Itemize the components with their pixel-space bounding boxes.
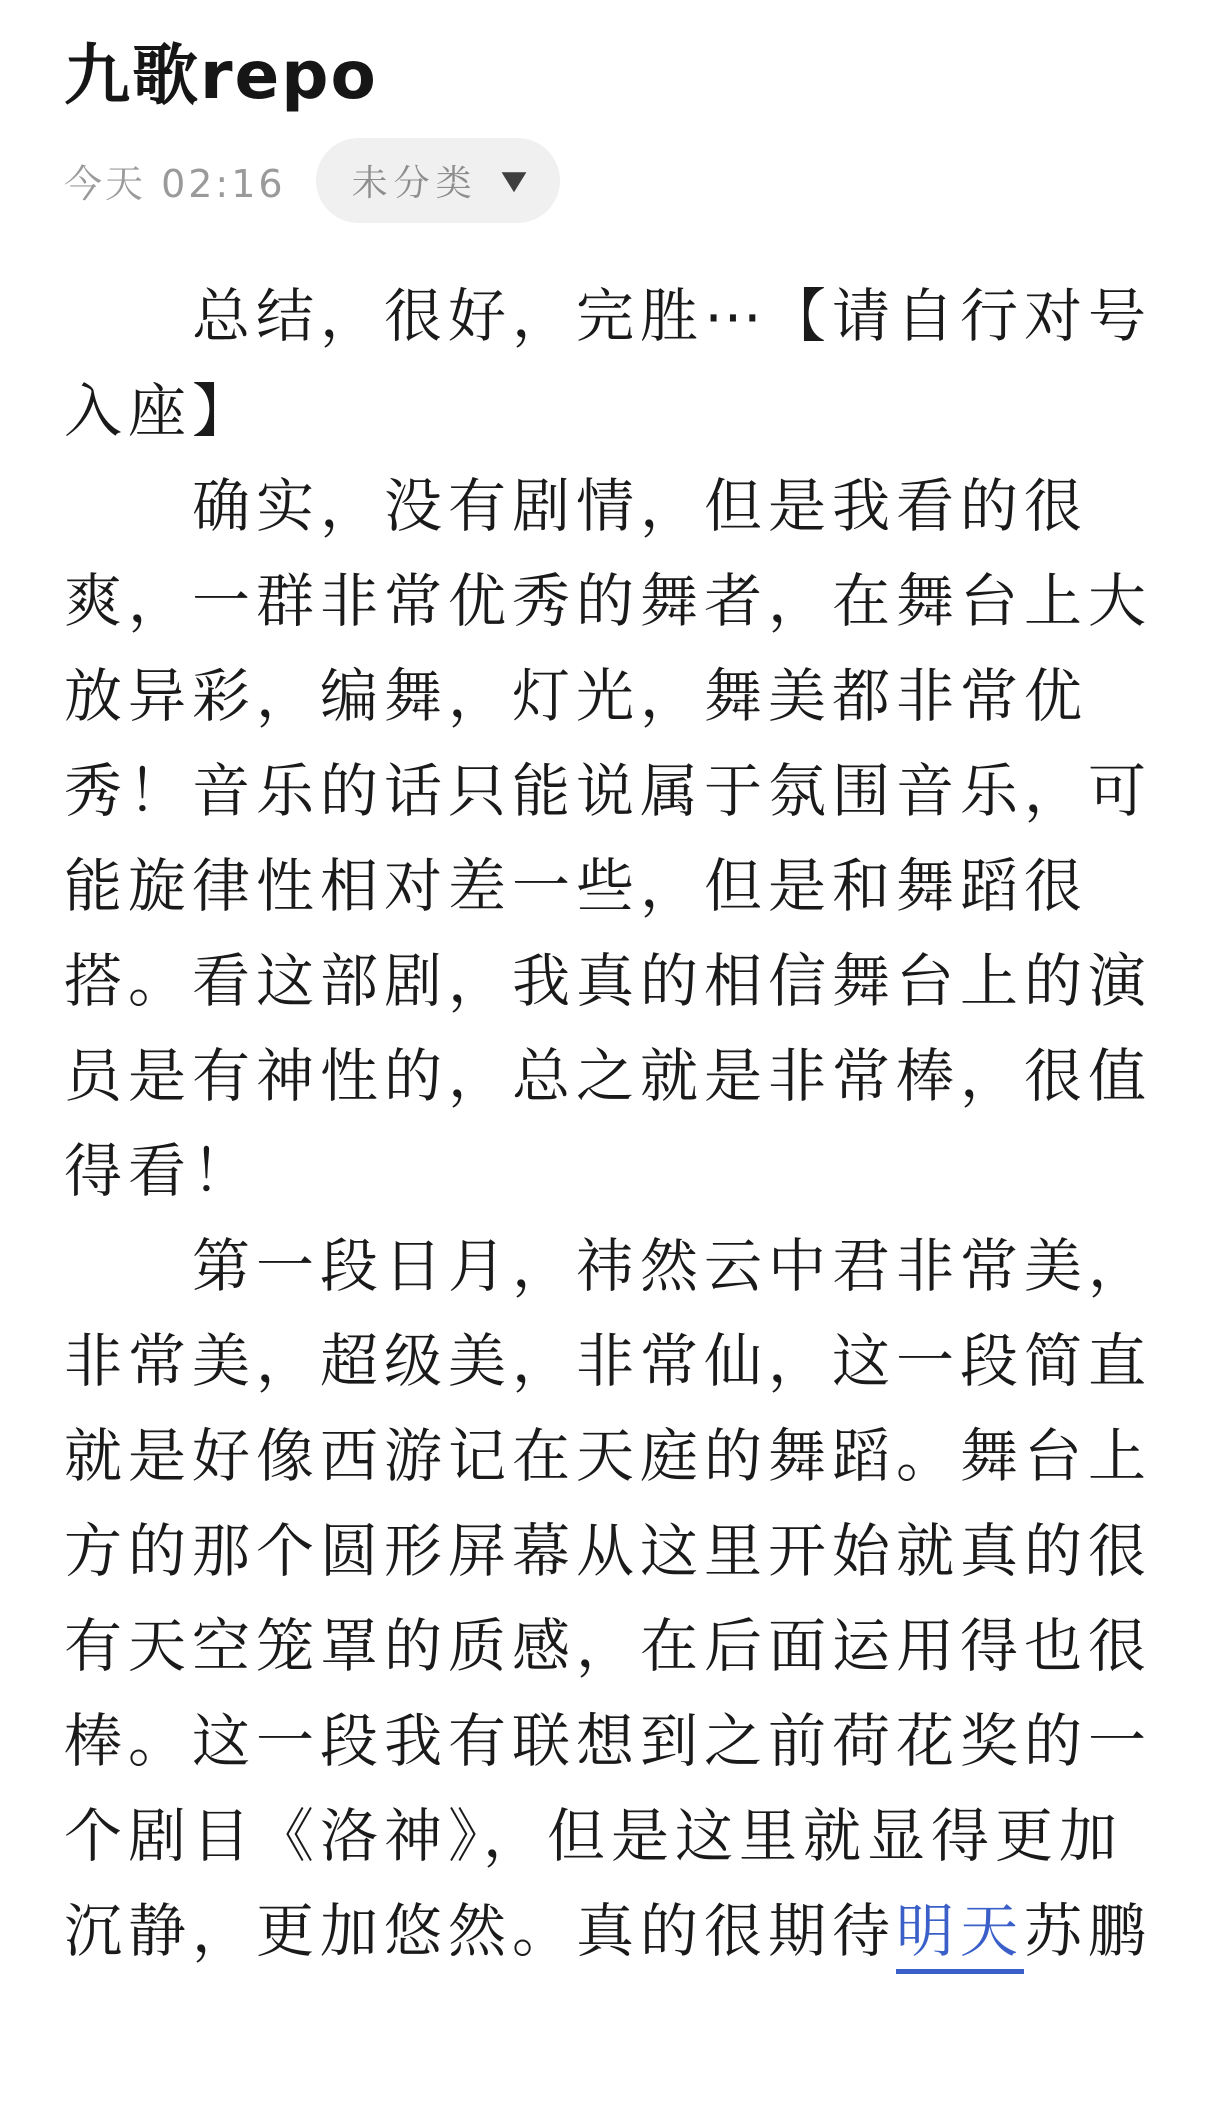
body-line: 入座】: [64, 377, 257, 445]
chevron-down-icon: ▼: [501, 165, 527, 196]
body-text: 沉静，更加悠然。真的很期待: [64, 1897, 897, 1965]
body-line: 非常美，超级美，非常仙，这一段简直: [64, 1327, 1153, 1395]
category-label: 未分类: [351, 163, 478, 204]
body-line: 就是好像西游记在天庭的舞蹈。舞台上: [64, 1422, 1153, 1490]
body-line: 得看！: [64, 1137, 257, 1205]
body-line: 确实，没有剧情，但是我看的很: [192, 472, 1089, 540]
body-line: 个剧目《洛神》，但是这里就显得更加: [64, 1802, 1124, 1870]
body-line: 第一段日月，祎然云中君非常美，: [192, 1232, 1153, 1300]
body-line: 爽，一群非常优秀的舞者，在舞台上大: [64, 567, 1153, 635]
body-line: 放异彩，编舞，灯光，舞美都非常优: [64, 662, 1089, 730]
body-line: 员是有神性的，总之就是非常棒，很值: [64, 1042, 1153, 1110]
tomorrow-link[interactable]: 明天: [896, 1897, 1024, 1974]
body-text: 苏鹏: [1024, 1897, 1153, 1965]
body-line: 总结，很好，完胜⋯【请自行对号: [192, 282, 1153, 350]
body-line: 搭。看这部剧，我真的相信舞台上的演: [64, 947, 1153, 1015]
post-body: [64, 269, 1160, 1979]
post-timestamp: 今天 02:16: [64, 162, 286, 206]
body-line: 秀！音乐的话只能说属于氛围音乐，可: [64, 757, 1153, 825]
body-line: 方的那个圆形屏幕从这里开始就真的很: [64, 1517, 1153, 1585]
meta-row: [64, 138, 1160, 223]
category-selector[interactable]: [316, 138, 560, 223]
post-title: 九歌repo: [64, 37, 378, 114]
body-line: [64, 1884, 1160, 1979]
body-line: 棒。这一段我有联想到之前荷花奖的一: [64, 1707, 1153, 1775]
body-line: 能旋律性相对差一些，但是和舞蹈很: [64, 852, 1089, 920]
body-line: 有天空笼罩的质感，在后面运用得也很: [64, 1612, 1153, 1680]
